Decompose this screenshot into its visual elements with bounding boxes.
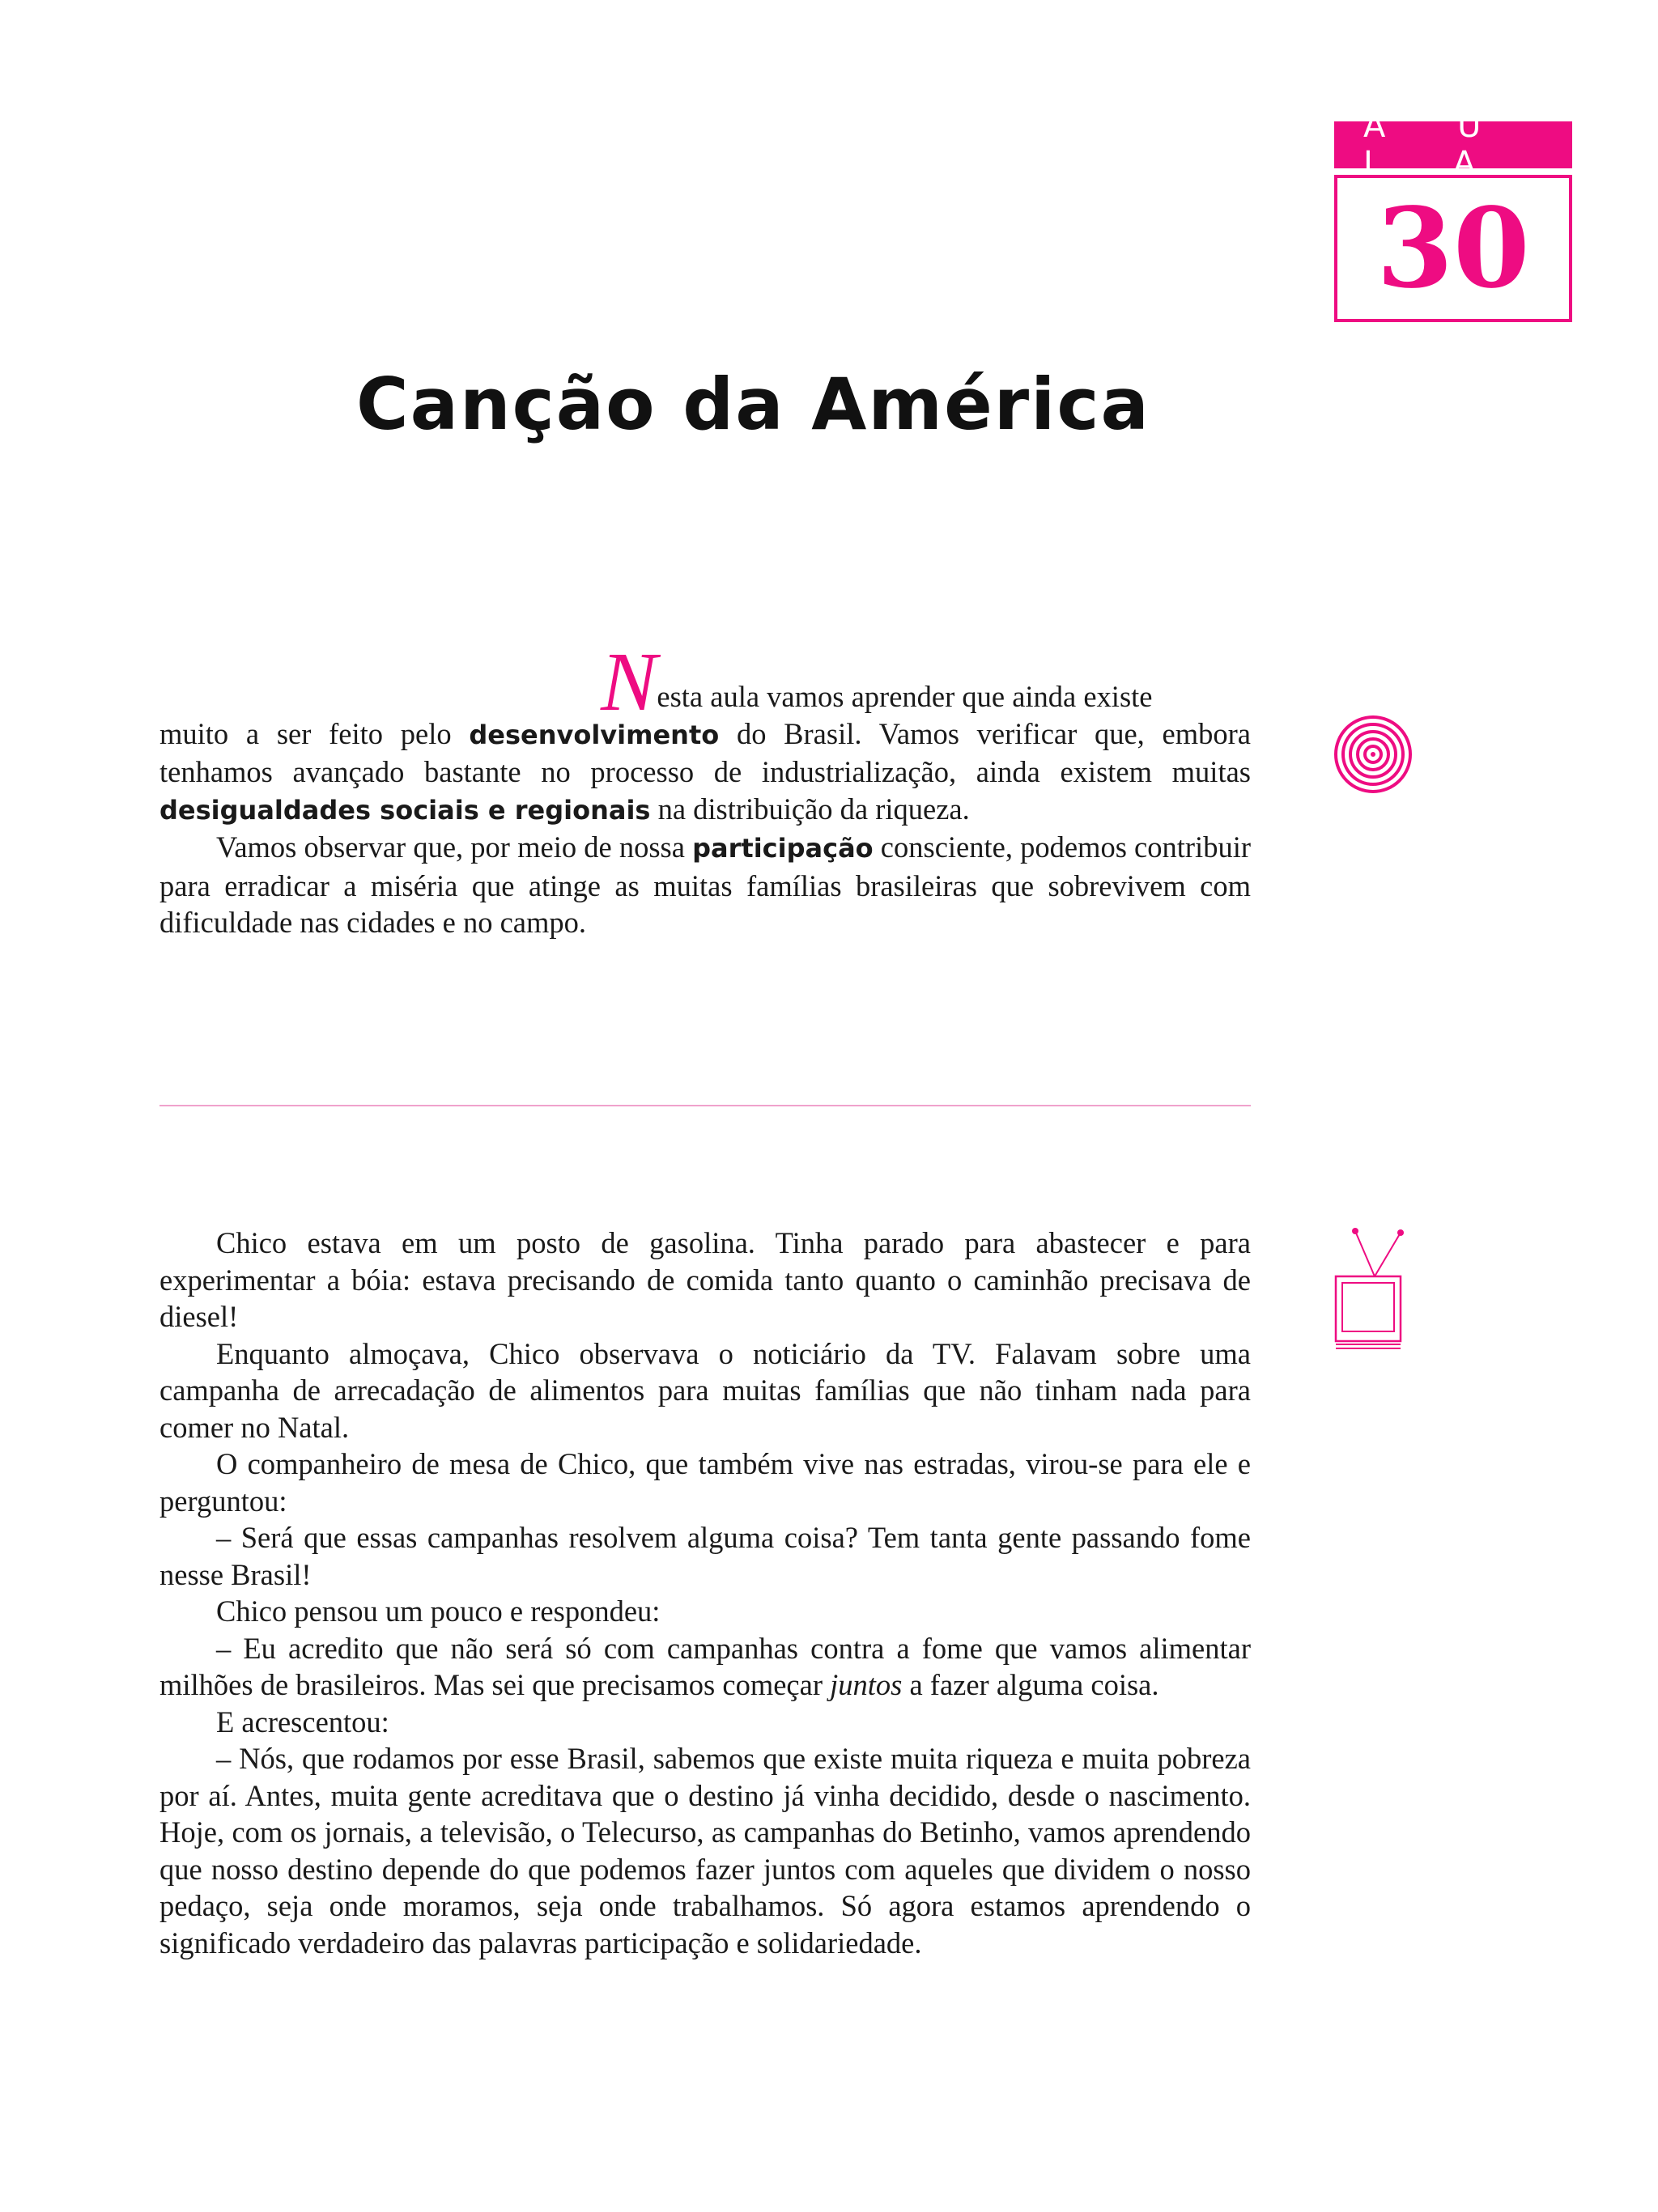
- intro-paragraph-1: [159, 635, 1251, 728]
- text-run: consciente, podemos contribuir para erradicar a miséria que atinge as muitas famílias brasileiras que sobrevivem com dificuldade nas cidades e no campo.: [159, 830, 1251, 939]
- drop-cap: N: [601, 635, 657, 728]
- lesson-number: 30: [1376, 184, 1530, 313]
- text-run: – Eu acredito que não será só com campanhas contra a fome que vamos alimentar milhões de brasileiros. Mas sei que precisamos começar: [159, 1631, 1251, 1701]
- intro-section: [159, 635, 1251, 941]
- dialogue-line: [159, 1630, 1251, 1704]
- text-run: do Brasil. Vamos verificar que, embora tenhamos avançado bastante no processo de industrialização, ainda existem muitas: [159, 716, 1251, 788]
- target-icon: [1333, 714, 1414, 795]
- text-run: muito a ser feito pelo: [159, 716, 470, 750]
- tv-icon: [1328, 1226, 1418, 1356]
- story-paragraph: Enquanto almoçava, Chico observava o noticiário da TV. Falavam sobre uma campanha de arrecadação de alimentos para muitas famílias que não tinham nada para comer no Natal.: [159, 1336, 1251, 1444]
- story-paragraph: E acrescentou:: [216, 1705, 389, 1739]
- dialogue-line: – Nós, que rodamos por esse Brasil, sabemos que existe muita riqueza e muita pobreza por aí. Antes, muita gente acreditava que o destino já vinha decidido, desde o nascimento. Hoje, com os jornais, a televisão, o Telecurso, as campanhas do Betinho, vamos aprendendo que nosso destino depende do que podemos fazer juntos com aqueles que dividem o nosso pedaço, seja onde moramos, seja onde trabalhamos. Só agora estamos aprendendo o significado verdadeiro das palavras participação e solidariedade.: [159, 1742, 1251, 1959]
- keyword: desenvolvimento: [469, 719, 720, 750]
- story-paragraph: Chico pensou um pouco e respondeu:: [216, 1594, 661, 1628]
- lesson-badge: [1334, 108, 1572, 322]
- intro-paragraph-2: [159, 829, 1251, 941]
- story-paragraph: Chico estava em um posto de gasolina. Tinha parado para abastecer e para experimentar a bóia: estava precisando de comida tanto quanto o caminhão precisava de diesel!: [159, 1226, 1251, 1333]
- keyword: desigualdades sociais e regionais: [159, 794, 651, 826]
- emphasis: juntos: [830, 1668, 903, 1701]
- page-title: Canção da América: [356, 363, 1150, 446]
- lesson-label: A U L A: [1334, 121, 1572, 168]
- keyword: participação: [692, 833, 874, 864]
- text-run: Vamos observar que, por meio de nossa: [216, 830, 693, 864]
- text-run: a fazer alguma coisa.: [902, 1668, 1159, 1701]
- story-paragraph: O companheiro de mesa de Chico, que também vive nas estradas, virou-se para ele e perguntou:: [159, 1447, 1251, 1518]
- story-section: [159, 1225, 1251, 1961]
- section-divider: [159, 1105, 1251, 1106]
- text-run: na distribuição da riqueza.: [650, 792, 970, 826]
- text-run: esta aula vamos aprender que ainda existe: [657, 680, 1153, 713]
- dialogue-line: – Será que essas campanhas resolvem alguma coisa? Tem tanta gente passando fome nesse Brasil!: [159, 1521, 1251, 1591]
- lesson-number-box: [1334, 175, 1572, 322]
- intro-paragraph-1-cont: [159, 715, 1251, 830]
